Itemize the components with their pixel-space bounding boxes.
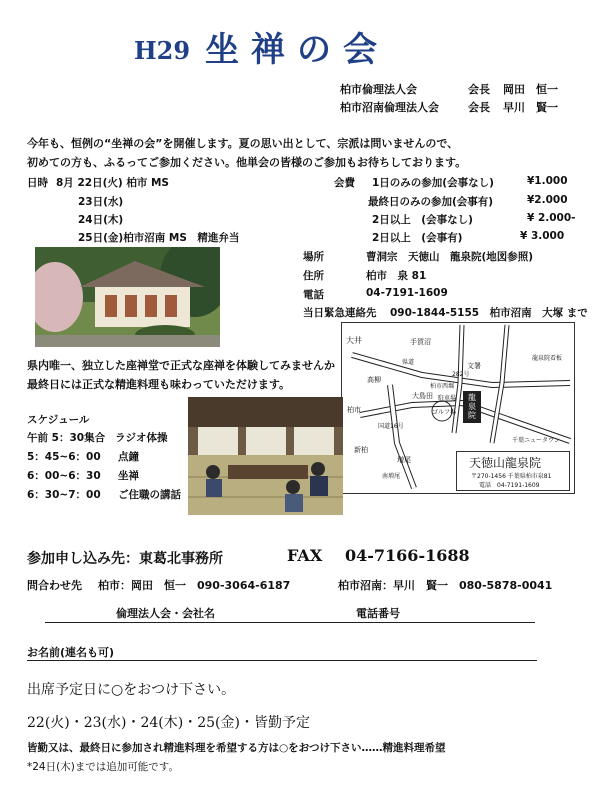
- schedule-label: スケジュール: [27, 414, 90, 426]
- schedule-row-3-time: 6：00~6：30: [27, 470, 101, 482]
- hall-illustration: [188, 397, 343, 515]
- temple-illustration: [35, 247, 220, 347]
- page-title: 坐禅の会: [205, 30, 389, 70]
- map-label-oi: 大井: [346, 336, 362, 345]
- map-label-minami-masuo: 南増尾: [382, 473, 401, 480]
- map-label-shinkashiwa: 新柏: [354, 446, 368, 454]
- organizer-2-name: 早川 賢一: [503, 101, 558, 114]
- venue-phone-label: 電話: [303, 289, 324, 301]
- temple-marker: 龍泉院: [468, 393, 476, 420]
- name-field-line: [27, 660, 537, 661]
- map-label-bunsho: 文署: [467, 362, 481, 370]
- form-org-label: 倫理法人会・会社名: [116, 607, 215, 620]
- map-label-282: 282号: [452, 371, 470, 378]
- fee-row-4-price: ¥ 3.000: [520, 230, 565, 242]
- organizer-2-role: 会長: [468, 101, 490, 114]
- fee-row-3-price: ¥ 2.000-: [527, 212, 576, 224]
- fee-row-4-desc: 2日以上 (会事有): [372, 232, 463, 244]
- meditation-hall-photo: [188, 397, 343, 515]
- emergency-contact: 090-1844-5155 柏市沼南 大塚 まで: [390, 307, 588, 319]
- map-label-signboard: 龍泉院看板: [532, 355, 563, 362]
- organizer-1-name: 岡田 恒一: [503, 83, 558, 96]
- fax-number: 04-7166-1688: [345, 546, 470, 565]
- map-label-kendo: 県道: [402, 359, 415, 366]
- schedule-row-2-time: 5：45~6：00: [27, 451, 101, 463]
- map-label-oshimada: 大島田: [412, 392, 433, 400]
- venue-place: 曹洞宗 天徳山 龍泉院(地図参照): [366, 251, 534, 263]
- contacts-label: 問合わせ先: [27, 579, 82, 592]
- venue-phone: 04-7191-1609: [366, 287, 448, 299]
- temple-map-phone: 電話 04-7191-1609: [479, 482, 540, 489]
- schedule-row-4-time: 6：30~7：00: [27, 489, 101, 501]
- map-label-kashiwa-nishibori: 柏市西堀: [430, 383, 455, 390]
- temple-address: 〒270-1456 千葉県柏市泉81: [471, 473, 552, 480]
- dates-row-2: 23日(水): [78, 196, 124, 208]
- org-field-line: [45, 622, 535, 623]
- map-label-takayanagi: 高柳: [367, 376, 381, 384]
- dates-row-1: 8月 22日(火) 柏市 MS: [56, 177, 169, 189]
- map-label-kashiwa: 柏市: [347, 406, 361, 414]
- fee-row-2-desc: 最終日のみの参加(会事有): [368, 196, 494, 208]
- fee-row-3-desc: 2日以上 (会事なし): [372, 214, 473, 226]
- fee-row-1-desc: 1日のみの参加(会事なし): [372, 177, 494, 189]
- intro-line-2: 初めての方も、ふるってご参加ください。他単会の皆様のご参加もお待ちしております。: [27, 156, 467, 169]
- contact-kashiwa: 柏市：岡田 恒一 090-3064-6187: [98, 579, 291, 592]
- venue-place-label: 場所: [303, 251, 324, 263]
- fax-label: FAX: [287, 546, 323, 565]
- venue-address: 柏市 泉 81: [366, 270, 427, 282]
- form-name-label: お名前(連名も可): [27, 646, 115, 659]
- map-label-parking: 駐車場: [438, 395, 457, 402]
- form-footnote: *24日(木)までは追加可能です。: [27, 761, 179, 773]
- description-line-1: 県内唯一、独立した座禅堂で正式な座禅を体験してみませんか: [27, 359, 335, 372]
- dates-row-3: 24日(木): [78, 214, 124, 226]
- map-label-golf: ゴルフ場: [432, 409, 457, 416]
- emergency-label: 当日緊急連絡先: [303, 307, 377, 319]
- application-label: 参加申し込み先：東葛北事務所: [27, 551, 223, 567]
- fee-row-1-price: ¥1.000: [527, 175, 568, 187]
- map-label-newtown: 千葉ニュータウン: [512, 437, 561, 444]
- schedule-row-3-item: 坐禅: [118, 470, 139, 482]
- fee-row-2-price: ¥2.000: [527, 194, 568, 206]
- schedule-row-1-item: ラジオ体操: [115, 432, 168, 444]
- intro-line-1: 今年も、恒例の“坐禅の会”を開催します。夏の思い出として、宗派は問いませんので、: [27, 137, 459, 150]
- temple-map: [341, 322, 575, 494]
- organizer-2-org: 柏市沼南倫理法人会: [340, 101, 439, 114]
- map-info-box: [456, 451, 570, 491]
- venue-address-label: 住所: [303, 270, 324, 282]
- schedule-row-1-time: 午前 5：30集合: [27, 432, 106, 444]
- temple-name: 天徳山龍泉院: [469, 456, 542, 470]
- map-label-teganuma: 手賀沼: [410, 338, 431, 346]
- contact-shonan: 柏市沼南：早川 賢一 080-5878-0041: [338, 579, 553, 592]
- temple-photo: [35, 247, 220, 347]
- form-days: 22(火)・23(水)・24(木)・25(金)・皆勤予定: [27, 715, 310, 731]
- organizer-1-role: 会長: [468, 83, 490, 96]
- dates-label: 日時: [27, 177, 48, 189]
- form-phone-label: 電話番号: [356, 607, 400, 620]
- map-label-route16: 国道16号: [378, 423, 404, 430]
- title-prefix: H29: [134, 36, 191, 65]
- map-label-masuo: 増尾: [397, 456, 411, 464]
- dates-row-4: 25日(金)柏市沼南 MS 精進弁当: [78, 232, 240, 244]
- organizer-1-org: 柏市倫理法人会: [340, 83, 417, 96]
- description-line-2: 最終日には正式な精進料理も味わっていただけます。: [27, 378, 291, 391]
- schedule-row-4-item: ご住職の講話: [118, 489, 181, 501]
- form-note: 皆勤又は、最終日に参加され精進料理を希望する方は○をおつけ下さい……精進料理希望: [27, 742, 446, 754]
- fees-label: 会費: [334, 177, 355, 189]
- form-instruction: 出席予定日に○をおつけ下さい。: [27, 682, 236, 698]
- schedule-row-2-item: 点鐘: [118, 451, 139, 463]
